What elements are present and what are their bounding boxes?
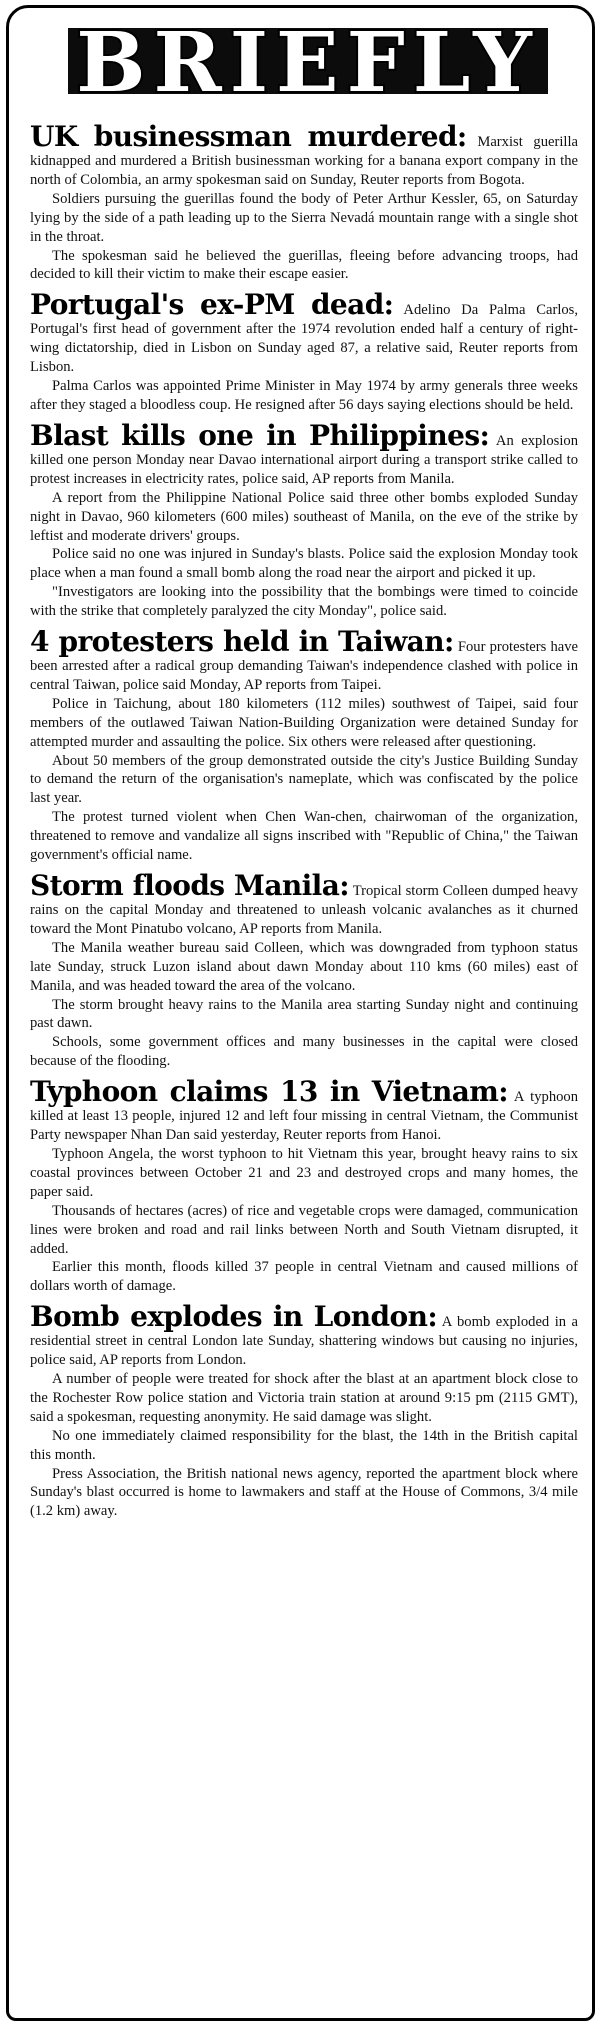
story-paragraph: The spokesman said he believed the guerillas, fleeing before advancing troops, had decided to kill their victim to make their escape easier. bbox=[30, 247, 578, 283]
story-paragraph: The protest turned violent when Chen Wan-chen, chairwoman of the organization, threatened to remove and vandalize all signs inscribed with "Republic of China," the Taiwan government's official name. bbox=[30, 809, 578, 864]
story-headline: UK businessman murdered: bbox=[30, 120, 467, 153]
story-paragraph: Thousands of hectares (acres) of rice and vegetable crops were damaged, communication lines were broken and road and rail links between North and South Vietnam disrupted, it added. bbox=[30, 1202, 578, 1257]
story-paragraph: Earlier this month, floods killed 37 people in central Vietnam and caused millions of dollars worth of damage. bbox=[30, 1259, 578, 1295]
story-paragraph: Police said no one was injured in Sunday's blasts. Police said the explosion Monday took place when a man found a small bomb along the road near the airport and picked it up. bbox=[30, 546, 578, 582]
story-lead: Tropical storm Colleen dumped heavy rains on the capital Monday and threatened to unleash volcanic avalanches as it churned toward the Mont Pinatubo volcano, AP reports from Manila. bbox=[30, 883, 579, 937]
story-paragraph: Police in Taichung, about 180 kilometers (112 miles) southwest of Taipei, said four members of the outlawed Taiwan Nation-Building Organization were detained Sunday for attempted murder and assaulting the police. Six others were released after questioning. bbox=[30, 695, 578, 750]
story-lead-paragraph bbox=[30, 871, 578, 939]
story-lead: Marxist guerilla kidnapped and murdered a British businessman working for a banana export company in the north of Colombia, an army spokesman said on Sunday, Reuter reports from Bogota. bbox=[30, 134, 578, 188]
story-lead-paragraph bbox=[30, 290, 578, 377]
story-headline: 4 protesters held in Taiwan: bbox=[30, 625, 454, 659]
story-lead: A bomb exploded in a residential street in central London late Sunday, shattering windows but causing no injuries, police said, AP reports from London. bbox=[30, 1314, 579, 1369]
news-brief bbox=[30, 1302, 578, 1521]
story-lead-paragraph bbox=[30, 1077, 578, 1145]
news-brief bbox=[30, 871, 578, 1071]
news-brief bbox=[30, 122, 578, 284]
story-headline: Bomb explodes in London: bbox=[30, 1300, 438, 1334]
story-lead: Four protesters have been arrested after a radical group demanding Taiwan's independence clashed with police in central Taiwan, police said Monday, AP reports from Taipei. bbox=[30, 639, 579, 693]
masthead bbox=[68, 14, 548, 111]
story-lead: Adelino Da Palma Carlos, Portugal's first head of government after the 1974 revolution ended half a century of right-wing dictatorship, died in Lisbon on Sunday aged 87, a relative said, Reuter reports from Lisbon. bbox=[30, 302, 579, 376]
story-paragraph: Schools, some government offices and many businesses in the capital were closed because of the flooding. bbox=[30, 1034, 578, 1070]
news-column bbox=[30, 122, 578, 1527]
story-paragraph: A report from the Philippine National Police said three other bombs exploded Sunday night in Davao, 960 kilometers (600 miles) southeast of Manila, on the eve of the strike by leftist and moderate drivers' groups. bbox=[30, 489, 578, 544]
news-brief bbox=[30, 290, 578, 415]
masthead-title: BRIEFLY bbox=[76, 15, 540, 111]
news-brief bbox=[30, 627, 578, 865]
story-paragraph: About 50 members of the group demonstrated outside the city's Justice Building Sunday to demand the return of the organisation's nameplate, which was confiscated by the police last year. bbox=[30, 752, 578, 807]
story-paragraph: Typhoon Angela, the worst typhoon to hit Vietnam this year, brought heavy rains to six coastal provinces between October 21 and 23 and destroyed crops and many homes, the paper said. bbox=[30, 1145, 578, 1200]
story-paragraph: The Manila weather bureau said Colleen, which was downgraded from typhoon status late Sunday, struck Luzon island about dawn Monday about 110 kms (60 miles) east of Manila, and was headed toward the area of the volcano. bbox=[30, 939, 578, 994]
story-lead: An explosion killed one person Monday near Davao international airport during a transport strike called to protest increases in electricity rates, police said, AP reports from Manila. bbox=[30, 432, 578, 487]
story-lead-paragraph bbox=[30, 122, 578, 190]
story-lead: A typhoon killed at least 13 people, injured 12 and left four missing in central Vietnam, the Communist Party newspaper Nhan Dan said yesterday, Reuter reports from Hanoi. bbox=[30, 1089, 579, 1144]
story-paragraph: Palma Carlos was appointed Prime Minister in May 1974 by army generals three weeks after they staged a bloodless coup. He resigned after 56 days saying elections should be held. bbox=[30, 378, 578, 413]
story-paragraph: No one immediately claimed responsibility for the blast, the 14th in the British capital this month. bbox=[30, 1427, 578, 1463]
story-paragraph: "Investigators are looking into the possibility that the bombings were timed to coincide with the strike that completely paralyzed the city Monday", police said. bbox=[30, 584, 578, 620]
news-brief bbox=[30, 418, 578, 621]
story-lead-paragraph bbox=[30, 627, 578, 695]
story-paragraph: The storm brought heavy rains to the Manila area starting Sunday night and continuing past dawn. bbox=[30, 996, 578, 1032]
story-lead-paragraph bbox=[30, 418, 578, 489]
story-headline: Blast kills one in Philippines: bbox=[30, 418, 490, 452]
story-headline: Portugal's ex-PM dead: bbox=[30, 288, 394, 322]
story-paragraph: Press Association, the British national news agency, reported the apartment block where Sunday's blast occurred is home to lawmakers and staff at the House of Commons, 3/4 mile (1.2 km) away. bbox=[30, 1465, 578, 1520]
story-headline: Storm floods Manila: bbox=[30, 869, 349, 902]
story-paragraph: A number of people were treated for shock after the blast at an apartment block close to the Rochester Row police station and Victoria train station at around 9:15 pm (2115 GMT), said a spokesman, requesting anonymity. He said damage was slight. bbox=[30, 1371, 578, 1425]
news-brief bbox=[30, 1077, 578, 1296]
story-headline: Typhoon claims 13 in Vietnam: bbox=[30, 1075, 509, 1109]
story-lead-paragraph bbox=[30, 1302, 578, 1370]
story-paragraph: Soldiers pursuing the guerillas found the body of Peter Arthur Kessler, 65, on Saturday lying by the side of a path leading up to the Sierra Nevadá mountain range with a single shot in the throat. bbox=[30, 190, 578, 245]
